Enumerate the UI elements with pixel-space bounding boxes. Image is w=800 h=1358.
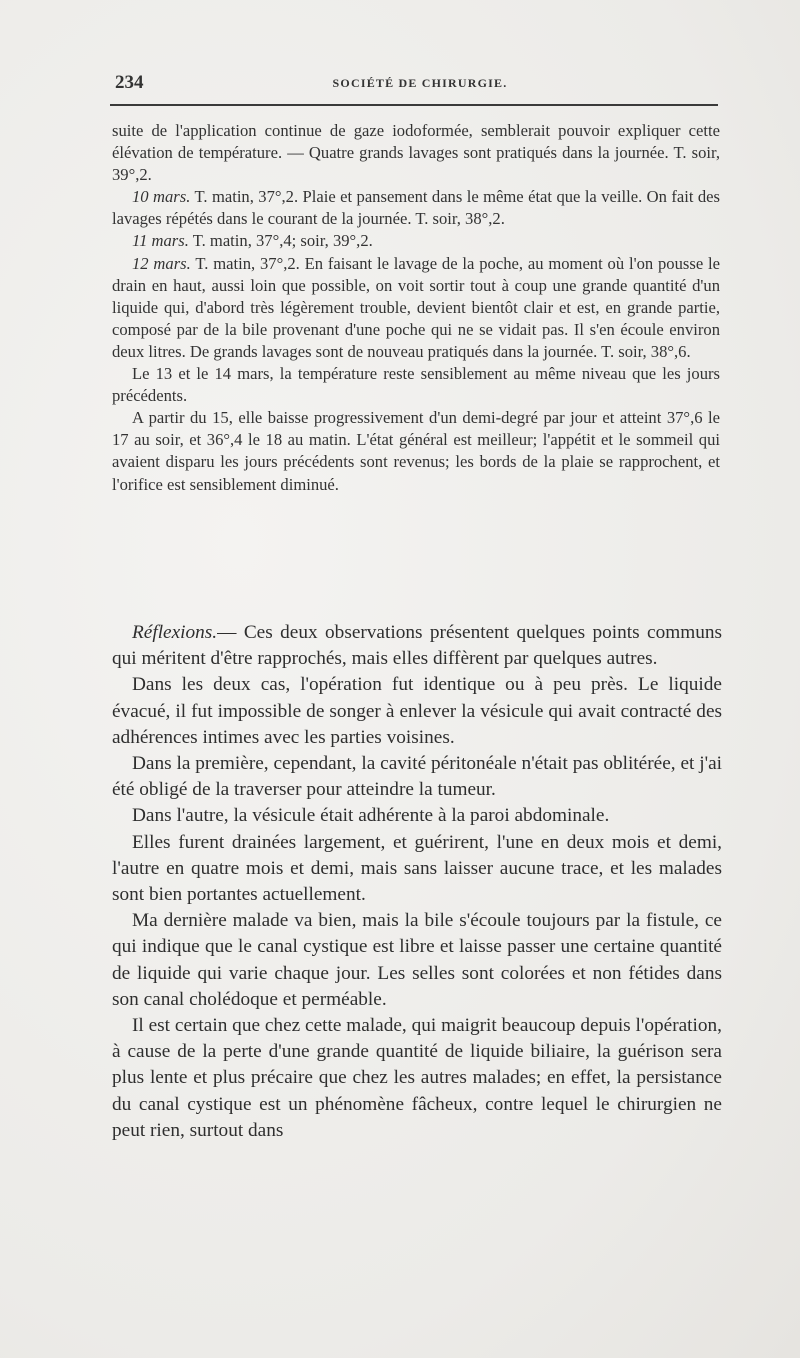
entry-text: T. matin, 37°,2. En faisant le lavage de la poche, au moment où l'on pousse le drain en haut, aussi loin que possible, on voit sortir tout à coup une grande quantité d'un liquide qui, d'abord très légèrement trouble, devient bientôt clair et est, en grande partie, composé par de la bile provenant d'une poche qui ne se vidait pas. Il s'en écoule environ deux litres. De grands lavages sont de nouveau pratiqués dans la journée. T. soir, 38°,6. [112, 253, 720, 361]
page-header [110, 70, 720, 98]
reflections-paragraph-4: Elles furent drainées largement, et guérirent, l'une en deux mois et demi, l'autre en quatre mois et demi, mais sans laisser aucune trace, et les malades sont bien portantes actuellement. [112, 831, 722, 906]
reflections-paragraph-6: Il est certain que chez cette malade, qui maigrit beaucoup depuis l'opération, à cause de la perte d'une grande quantité de liquide biliaire, la guérison sera plus lente et plus précaire que chez les autres malades; en effet, la persistance du canal cystique est un phénomène fâcheux, contre lequel le chirurgien ne peut rien, surtout dans [112, 1015, 722, 1141]
entry-date: 10 mars. [132, 187, 191, 207]
entry-text: T. matin, 37°,4; soir, 39°,2. [188, 231, 373, 251]
reflections-section [112, 620, 722, 1144]
page-number: 234 [115, 72, 144, 93]
entry-15-mars: A partir du 15, elle baisse progressivement d'un demi-degré par jour et atteint 37°,6 le 17 au soir, et 36°,4 le 18 au matin. L'état général est meilleur; l'appétit et le sommeil qui avaient disparu les jours précédents sont revenus; les bords de la plaie se rapprochent, et l'orifice est sensiblement diminué. [112, 408, 720, 494]
case-notes [112, 120, 720, 496]
reflections-paragraph-5: Ma dernière malade va bien, mais la bile s'écoule toujours par la fistule, ce qui indique que le canal cystique est libre et laisse passer une certaine quantité de liquide qui varie chaque jour. Les selles sont colorées et non fétides dans son canal cholédoque et perméable. [112, 910, 722, 1010]
entry-12-mars [112, 253, 720, 363]
reflections-paragraph-2: Dans la première, cependant, la cavité péritonéale n'était pas oblitérée, et j'ai été obligé de la traverser pour atteindre la tumeur. [112, 753, 722, 801]
reflections-paragraph-1: Dans les deux cas, l'opération fut identique ou à peu près. Le liquide évacué, il fut impossible de songer à enlever la vésicule qui avait contracté des adhérences intimes avec les parties voisines. [112, 674, 722, 748]
reflections-intro-text: — Ces deux observations présentent quelques points communs qui méritent d'être rapprochés, mais elles diffèrent par quelques autres. [112, 622, 722, 670]
reflections-heading: Réflexions. [132, 622, 218, 643]
entry-text: T. matin, 37°,2. Plaie et pansement dans le même état que la veille. On fait des lavages répétés dans le courant de la journée. T. soir, 38°,2. [112, 187, 720, 229]
entry-date: 12 mars. [132, 253, 191, 273]
reflections-paragraph-3: Dans l'autre, la vésicule était adhérente à la paroi abdominale. [132, 805, 610, 827]
running-title: SOCIÉTÉ DE CHIRURGIE. [332, 76, 508, 90]
reflections-intro [112, 620, 722, 672]
header-rule [110, 104, 718, 106]
entry-date: 11 mars. [132, 231, 189, 251]
entry-10-mars [112, 186, 720, 230]
entry-13-14-mars: Le 13 et le 14 mars, la température reste sensiblement au même niveau que les jours précédents. [112, 364, 720, 406]
entry-11-mars [112, 230, 720, 252]
continuation-paragraph: suite de l'application continue de gaze iodoformée, semblerait pouvoir expliquer cette élévation de température. — Quatre grands lavages sont pratiqués dans la journée. T. soir, 39°,2. [112, 121, 720, 185]
